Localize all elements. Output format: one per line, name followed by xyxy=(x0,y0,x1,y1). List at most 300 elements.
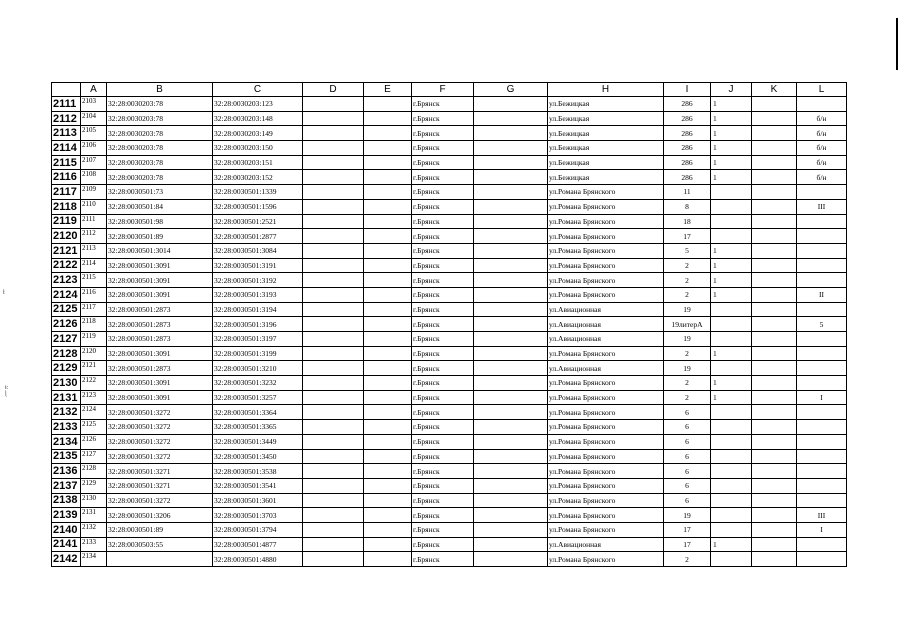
cell-k[interactable] xyxy=(752,420,797,435)
cell-l[interactable] xyxy=(797,214,847,229)
cell-b[interactable]: 32:28:0030501:3014 xyxy=(107,243,213,258)
column-header[interactable]: L xyxy=(797,83,847,97)
cell-b[interactable]: 32:28:0030203:78 xyxy=(107,97,213,112)
cell-f[interactable]: г.Брянск xyxy=(412,287,474,302)
cell-j[interactable] xyxy=(711,185,752,200)
cell-a[interactable]: 2103 xyxy=(81,97,107,112)
cell-j[interactable] xyxy=(711,229,752,244)
cell-e[interactable] xyxy=(364,478,412,493)
cell-g[interactable] xyxy=(474,420,548,435)
cell-e[interactable] xyxy=(364,185,412,200)
cell-g[interactable] xyxy=(474,405,548,420)
cell-e[interactable] xyxy=(364,199,412,214)
cell-h[interactable]: ул.Романа Брянского xyxy=(548,376,664,391)
cell-d[interactable] xyxy=(303,287,364,302)
cell-g[interactable] xyxy=(474,332,548,347)
cell-i[interactable]: 8 xyxy=(664,199,711,214)
cell-j[interactable] xyxy=(711,317,752,332)
cell-k[interactable] xyxy=(752,478,797,493)
cell-f[interactable]: г.Брянск xyxy=(412,449,474,464)
cell-g[interactable] xyxy=(474,317,548,332)
cell-h[interactable]: ул.Бежицкая xyxy=(548,97,664,112)
cell-k[interactable] xyxy=(752,361,797,376)
cell-b[interactable]: 32:28:0030503:55 xyxy=(107,537,213,552)
cell-k[interactable] xyxy=(752,405,797,420)
cell-d[interactable] xyxy=(303,141,364,156)
cell-a[interactable]: 2125 xyxy=(81,420,107,435)
cell-j[interactable] xyxy=(711,508,752,523)
cell-h[interactable]: ул.Романа Брянского xyxy=(548,464,664,479)
row-number-cell[interactable]: 2136 xyxy=(52,464,81,479)
cell-h[interactable]: ул.Романа Брянского xyxy=(548,478,664,493)
cell-e[interactable] xyxy=(364,361,412,376)
cell-k[interactable] xyxy=(752,155,797,170)
cell-i[interactable]: 286 xyxy=(664,97,711,112)
cell-g[interactable] xyxy=(474,390,548,405)
cell-h[interactable]: ул.Романа Брянского xyxy=(548,522,664,537)
cell-f[interactable]: г.Брянск xyxy=(412,552,474,567)
cell-e[interactable] xyxy=(364,332,412,347)
cell-e[interactable] xyxy=(364,155,412,170)
cell-i[interactable]: 2 xyxy=(664,376,711,391)
cell-f[interactable]: г.Брянск xyxy=(412,420,474,435)
cell-a[interactable]: 2106 xyxy=(81,141,107,156)
cell-f[interactable]: г.Брянск xyxy=(412,185,474,200)
cell-d[interactable] xyxy=(303,170,364,185)
cell-c[interactable]: 32:28:0030203:150 xyxy=(213,141,303,156)
cell-j[interactable]: 1 xyxy=(711,155,752,170)
cell-d[interactable] xyxy=(303,508,364,523)
cell-d[interactable] xyxy=(303,376,364,391)
cell-i[interactable]: 2 xyxy=(664,390,711,405)
column-header[interactable]: H xyxy=(548,83,664,97)
cell-f[interactable]: г.Брянск xyxy=(412,302,474,317)
cell-h[interactable]: ул.Авиационная xyxy=(548,302,664,317)
column-header[interactable] xyxy=(52,83,81,97)
row-number-cell[interactable]: 2115 xyxy=(52,155,81,170)
cell-e[interactable] xyxy=(364,229,412,244)
cell-c[interactable]: 32:28:0030501:3191 xyxy=(213,258,303,273)
cell-h[interactable]: ул.Романа Брянского xyxy=(548,199,664,214)
cell-l[interactable]: б/н xyxy=(797,141,847,156)
cell-k[interactable] xyxy=(752,170,797,185)
cell-k[interactable] xyxy=(752,273,797,288)
cell-b[interactable]: 32:28:0030501:89 xyxy=(107,522,213,537)
row-number-cell[interactable]: 2126 xyxy=(52,317,81,332)
cell-h[interactable]: ул.Романа Брянского xyxy=(548,552,664,567)
cell-k[interactable] xyxy=(752,449,797,464)
cell-c[interactable]: 32:28:0030203:152 xyxy=(213,170,303,185)
cell-e[interactable] xyxy=(364,405,412,420)
cell-l[interactable] xyxy=(797,229,847,244)
cell-b[interactable]: 32:28:0030501:3091 xyxy=(107,346,213,361)
row-number-cell[interactable]: 2112 xyxy=(52,111,81,126)
cell-g[interactable] xyxy=(474,478,548,493)
column-header[interactable]: F xyxy=(412,83,474,97)
cell-k[interactable] xyxy=(752,376,797,391)
cell-j[interactable] xyxy=(711,199,752,214)
cell-a[interactable]: 2122 xyxy=(81,376,107,391)
column-header[interactable]: D xyxy=(303,83,364,97)
cell-g[interactable] xyxy=(474,126,548,141)
cell-a[interactable]: 2129 xyxy=(81,478,107,493)
cell-e[interactable] xyxy=(364,170,412,185)
cell-b[interactable]: 32:28:0030203:78 xyxy=(107,126,213,141)
cell-a[interactable]: 2130 xyxy=(81,493,107,508)
cell-g[interactable] xyxy=(474,346,548,361)
cell-a[interactable]: 2128 xyxy=(81,464,107,479)
row-number-cell[interactable]: 2116 xyxy=(52,170,81,185)
cell-i[interactable]: 6 xyxy=(664,493,711,508)
cell-j[interactable] xyxy=(711,493,752,508)
cell-k[interactable] xyxy=(752,199,797,214)
cell-l[interactable] xyxy=(797,273,847,288)
cell-h[interactable]: ул.Романа Брянского xyxy=(548,273,664,288)
cell-j[interactable]: 1 xyxy=(711,346,752,361)
cell-f[interactable]: г.Брянск xyxy=(412,229,474,244)
cell-j[interactable]: 1 xyxy=(711,273,752,288)
cell-b[interactable]: 32:28:0030501:2873 xyxy=(107,317,213,332)
cell-g[interactable] xyxy=(474,185,548,200)
cell-l[interactable] xyxy=(797,185,847,200)
cell-i[interactable]: 19 xyxy=(664,302,711,317)
cell-b[interactable]: 32:28:0030501:3091 xyxy=(107,258,213,273)
cell-c[interactable]: 32:28:0030501:1339 xyxy=(213,185,303,200)
cell-e[interactable] xyxy=(364,376,412,391)
cell-c[interactable]: 32:28:0030501:3084 xyxy=(213,243,303,258)
cell-j[interactable]: 1 xyxy=(711,258,752,273)
cell-j[interactable] xyxy=(711,420,752,435)
cell-e[interactable] xyxy=(364,97,412,112)
cell-l[interactable]: б/н xyxy=(797,155,847,170)
cell-d[interactable] xyxy=(303,493,364,508)
cell-b[interactable]: 32:28:0030203:78 xyxy=(107,141,213,156)
cell-a[interactable]: 2117 xyxy=(81,302,107,317)
cell-i[interactable]: 286 xyxy=(664,141,711,156)
cell-f[interactable]: г.Брянск xyxy=(412,141,474,156)
cell-i[interactable]: 286 xyxy=(664,155,711,170)
cell-h[interactable]: ул.Романа Брянского xyxy=(548,258,664,273)
cell-d[interactable] xyxy=(303,229,364,244)
cell-i[interactable]: 17 xyxy=(664,522,711,537)
cell-d[interactable] xyxy=(303,420,364,435)
cell-d[interactable] xyxy=(303,243,364,258)
cell-i[interactable]: 18 xyxy=(664,214,711,229)
cell-d[interactable] xyxy=(303,155,364,170)
column-header[interactable]: K xyxy=(752,83,797,97)
cell-l[interactable]: III xyxy=(797,508,847,523)
cell-l[interactable] xyxy=(797,449,847,464)
cell-b[interactable]: 32:28:0030203:78 xyxy=(107,111,213,126)
cell-d[interactable] xyxy=(303,537,364,552)
cell-c[interactable]: 32:28:0030501:2521 xyxy=(213,214,303,229)
cell-j[interactable]: 1 xyxy=(711,141,752,156)
cell-f[interactable]: г.Брянск xyxy=(412,376,474,391)
cell-c[interactable]: 32:28:0030501:3703 xyxy=(213,508,303,523)
cell-b[interactable]: 32:28:0030501:3272 xyxy=(107,434,213,449)
cell-l[interactable] xyxy=(797,405,847,420)
cell-f[interactable]: г.Брянск xyxy=(412,111,474,126)
cell-e[interactable] xyxy=(364,111,412,126)
cell-d[interactable] xyxy=(303,332,364,347)
cell-g[interactable] xyxy=(474,464,548,479)
cell-a[interactable]: 2121 xyxy=(81,361,107,376)
cell-d[interactable] xyxy=(303,405,364,420)
cell-h[interactable]: ул.Романа Брянского xyxy=(548,390,664,405)
cell-a[interactable]: 2114 xyxy=(81,258,107,273)
cell-c[interactable]: 32:28:0030203:123 xyxy=(213,97,303,112)
cell-c[interactable]: 32:28:0030501:3192 xyxy=(213,273,303,288)
cell-h[interactable]: ул.Романа Брянского xyxy=(548,243,664,258)
cell-c[interactable]: 32:28:0030501:3194 xyxy=(213,302,303,317)
cell-d[interactable] xyxy=(303,273,364,288)
cell-l[interactable] xyxy=(797,258,847,273)
cell-d[interactable] xyxy=(303,317,364,332)
row-number-cell[interactable]: 2142 xyxy=(52,552,81,567)
cell-g[interactable] xyxy=(474,302,548,317)
cell-j[interactable] xyxy=(711,449,752,464)
cell-l[interactable] xyxy=(797,478,847,493)
cell-a[interactable]: 2109 xyxy=(81,185,107,200)
cell-g[interactable] xyxy=(474,229,548,244)
cell-g[interactable] xyxy=(474,376,548,391)
cell-h[interactable]: ул.Романа Брянского xyxy=(548,229,664,244)
row-number-cell[interactable]: 2127 xyxy=(52,332,81,347)
cell-g[interactable] xyxy=(474,199,548,214)
row-number-cell[interactable]: 2132 xyxy=(52,405,81,420)
cell-c[interactable]: 32:28:0030501:3197 xyxy=(213,332,303,347)
cell-f[interactable]: г.Брянск xyxy=(412,199,474,214)
cell-b[interactable]: 32:28:0030203:78 xyxy=(107,170,213,185)
cell-f[interactable]: г.Брянск xyxy=(412,478,474,493)
row-number-cell[interactable]: 2124 xyxy=(52,287,81,302)
cell-b[interactable]: 32:28:0030501:3271 xyxy=(107,478,213,493)
cell-c[interactable]: 32:28:0030501:3449 xyxy=(213,434,303,449)
cell-f[interactable]: г.Брянск xyxy=(412,405,474,420)
cell-i[interactable]: 286 xyxy=(664,111,711,126)
cell-f[interactable]: г.Брянск xyxy=(412,170,474,185)
cell-a[interactable]: 2123 xyxy=(81,390,107,405)
cell-k[interactable] xyxy=(752,141,797,156)
cell-j[interactable]: 1 xyxy=(711,111,752,126)
column-header[interactable]: C xyxy=(213,83,303,97)
cell-a[interactable]: 2111 xyxy=(81,214,107,229)
cell-d[interactable] xyxy=(303,522,364,537)
cell-a[interactable]: 2112 xyxy=(81,229,107,244)
cell-b[interactable]: 32:28:0030501:3272 xyxy=(107,449,213,464)
cell-e[interactable] xyxy=(364,141,412,156)
row-number-cell[interactable]: 2131 xyxy=(52,390,81,405)
row-number-cell[interactable]: 2113 xyxy=(52,126,81,141)
cell-g[interactable] xyxy=(474,141,548,156)
column-header[interactable]: G xyxy=(474,83,548,97)
cell-k[interactable] xyxy=(752,332,797,347)
row-number-cell[interactable]: 2135 xyxy=(52,449,81,464)
column-header[interactable]: I xyxy=(664,83,711,97)
cell-i[interactable]: 6 xyxy=(664,405,711,420)
row-number-cell[interactable]: 2138 xyxy=(52,493,81,508)
cell-b[interactable]: 32:28:0030501:2873 xyxy=(107,332,213,347)
cell-i[interactable]: 19 xyxy=(664,332,711,347)
cell-j[interactable]: 1 xyxy=(711,537,752,552)
cell-f[interactable]: г.Брянск xyxy=(412,155,474,170)
cell-j[interactable] xyxy=(711,361,752,376)
cell-b[interactable]: 32:28:0030501:3272 xyxy=(107,493,213,508)
cell-f[interactable]: г.Брянск xyxy=(412,493,474,508)
cell-l[interactable] xyxy=(797,434,847,449)
cell-i[interactable]: 2 xyxy=(664,287,711,302)
row-number-cell[interactable]: 2111 xyxy=(52,97,81,112)
row-number-cell[interactable]: 2117 xyxy=(52,185,81,200)
cell-i[interactable]: 286 xyxy=(664,170,711,185)
cell-b[interactable] xyxy=(107,552,213,567)
cell-k[interactable] xyxy=(752,126,797,141)
row-number-cell[interactable]: 2133 xyxy=(52,420,81,435)
cell-g[interactable] xyxy=(474,287,548,302)
cell-i[interactable]: 11 xyxy=(664,185,711,200)
cell-e[interactable] xyxy=(364,508,412,523)
cell-j[interactable] xyxy=(711,302,752,317)
cell-g[interactable] xyxy=(474,434,548,449)
cell-c[interactable]: 32:28:0030501:4880 xyxy=(213,552,303,567)
cell-e[interactable] xyxy=(364,390,412,405)
cell-j[interactable] xyxy=(711,405,752,420)
cell-d[interactable] xyxy=(303,258,364,273)
cell-h[interactable]: ул.Романа Брянского xyxy=(548,493,664,508)
cell-h[interactable]: ул.Романа Брянского xyxy=(548,185,664,200)
row-number-cell[interactable]: 2123 xyxy=(52,273,81,288)
cell-b[interactable]: 32:28:0030501:89 xyxy=(107,229,213,244)
cell-h[interactable]: ул.Авиационная xyxy=(548,537,664,552)
cell-e[interactable] xyxy=(364,317,412,332)
cell-h[interactable]: ул.Бежицкая xyxy=(548,170,664,185)
cell-e[interactable] xyxy=(364,302,412,317)
cell-k[interactable] xyxy=(752,552,797,567)
cell-h[interactable]: ул.Авиационная xyxy=(548,361,664,376)
cell-b[interactable]: 32:28:0030501:3206 xyxy=(107,508,213,523)
cell-i[interactable]: 6 xyxy=(664,434,711,449)
cell-g[interactable] xyxy=(474,111,548,126)
cell-h[interactable]: ул.Бежицкая xyxy=(548,111,664,126)
cell-g[interactable] xyxy=(474,97,548,112)
cell-e[interactable] xyxy=(364,493,412,508)
cell-a[interactable]: 2110 xyxy=(81,199,107,214)
cell-c[interactable]: 32:28:0030501:3794 xyxy=(213,522,303,537)
cell-j[interactable] xyxy=(711,552,752,567)
cell-a[interactable]: 2132 xyxy=(81,522,107,537)
cell-i[interactable]: 2 xyxy=(664,552,711,567)
cell-b[interactable]: 32:28:0030501:3272 xyxy=(107,420,213,435)
cell-f[interactable]: г.Брянск xyxy=(412,243,474,258)
cell-l[interactable]: б/н xyxy=(797,126,847,141)
cell-k[interactable] xyxy=(752,287,797,302)
cell-h[interactable]: ул.Романа Брянского xyxy=(548,346,664,361)
column-header[interactable]: A xyxy=(81,83,107,97)
cell-l[interactable] xyxy=(797,361,847,376)
cell-a[interactable]: 2108 xyxy=(81,170,107,185)
cell-h[interactable]: ул.Романа Брянского xyxy=(548,287,664,302)
cell-e[interactable] xyxy=(364,449,412,464)
cell-a[interactable]: 2113 xyxy=(81,243,107,258)
cell-l[interactable]: б/н xyxy=(797,170,847,185)
cell-g[interactable] xyxy=(474,449,548,464)
cell-c[interactable]: 32:28:0030501:3193 xyxy=(213,287,303,302)
row-number-cell[interactable]: 2137 xyxy=(52,478,81,493)
cell-h[interactable]: ул.Романа Брянского xyxy=(548,449,664,464)
cell-j[interactable]: 1 xyxy=(711,126,752,141)
cell-a[interactable]: 2105 xyxy=(81,126,107,141)
cell-i[interactable]: 2 xyxy=(664,346,711,361)
cell-l[interactable] xyxy=(797,537,847,552)
column-header[interactable]: J xyxy=(711,83,752,97)
cell-d[interactable] xyxy=(303,434,364,449)
cell-i[interactable]: 19литерА xyxy=(664,317,711,332)
cell-e[interactable] xyxy=(364,434,412,449)
cell-i[interactable]: 17 xyxy=(664,229,711,244)
cell-k[interactable] xyxy=(752,537,797,552)
cell-c[interactable]: 32:28:0030501:3364 xyxy=(213,405,303,420)
cell-f[interactable]: г.Брянск xyxy=(412,508,474,523)
cell-l[interactable]: I xyxy=(797,390,847,405)
cell-a[interactable]: 2124 xyxy=(81,405,107,420)
cell-e[interactable] xyxy=(364,464,412,479)
cell-a[interactable]: 2127 xyxy=(81,449,107,464)
cell-e[interactable] xyxy=(364,537,412,552)
cell-k[interactable] xyxy=(752,214,797,229)
cell-b[interactable]: 32:28:0030501:3091 xyxy=(107,287,213,302)
cell-a[interactable]: 2119 xyxy=(81,332,107,347)
cell-j[interactable] xyxy=(711,434,752,449)
cell-f[interactable]: г.Брянск xyxy=(412,464,474,479)
cell-l[interactable]: II xyxy=(797,287,847,302)
cell-h[interactable]: ул.Романа Брянского xyxy=(548,434,664,449)
cell-k[interactable] xyxy=(752,229,797,244)
cell-i[interactable]: 2 xyxy=(664,273,711,288)
cell-g[interactable] xyxy=(474,243,548,258)
cell-b[interactable]: 32:28:0030501:3091 xyxy=(107,273,213,288)
cell-b[interactable]: 32:28:0030501:73 xyxy=(107,185,213,200)
row-number-cell[interactable]: 2121 xyxy=(52,243,81,258)
cell-e[interactable] xyxy=(364,273,412,288)
cell-a[interactable]: 2104 xyxy=(81,111,107,126)
row-number-cell[interactable]: 2118 xyxy=(52,199,81,214)
cell-b[interactable]: 32:28:0030501:3091 xyxy=(107,376,213,391)
cell-d[interactable] xyxy=(303,464,364,479)
cell-h[interactable]: ул.Бежицкая xyxy=(548,126,664,141)
cell-g[interactable] xyxy=(474,155,548,170)
cell-f[interactable]: г.Брянск xyxy=(412,361,474,376)
cell-d[interactable] xyxy=(303,478,364,493)
row-number-cell[interactable]: 2114 xyxy=(52,141,81,156)
cell-a[interactable]: 2107 xyxy=(81,155,107,170)
cell-l[interactable]: 5 xyxy=(797,317,847,332)
cell-f[interactable]: г.Брянск xyxy=(412,273,474,288)
cell-d[interactable] xyxy=(303,552,364,567)
cell-j[interactable]: 1 xyxy=(711,287,752,302)
cell-l[interactable] xyxy=(797,332,847,347)
cell-k[interactable] xyxy=(752,97,797,112)
cell-c[interactable]: 32:28:0030501:4877 xyxy=(213,537,303,552)
row-number-cell[interactable]: 2139 xyxy=(52,508,81,523)
cell-a[interactable]: 2133 xyxy=(81,537,107,552)
cell-f[interactable]: г.Брянск xyxy=(412,97,474,112)
cell-e[interactable] xyxy=(364,243,412,258)
cell-c[interactable]: 32:28:0030501:3257 xyxy=(213,390,303,405)
cell-j[interactable] xyxy=(711,464,752,479)
cell-d[interactable] xyxy=(303,214,364,229)
cell-g[interactable] xyxy=(474,361,548,376)
cell-d[interactable] xyxy=(303,97,364,112)
